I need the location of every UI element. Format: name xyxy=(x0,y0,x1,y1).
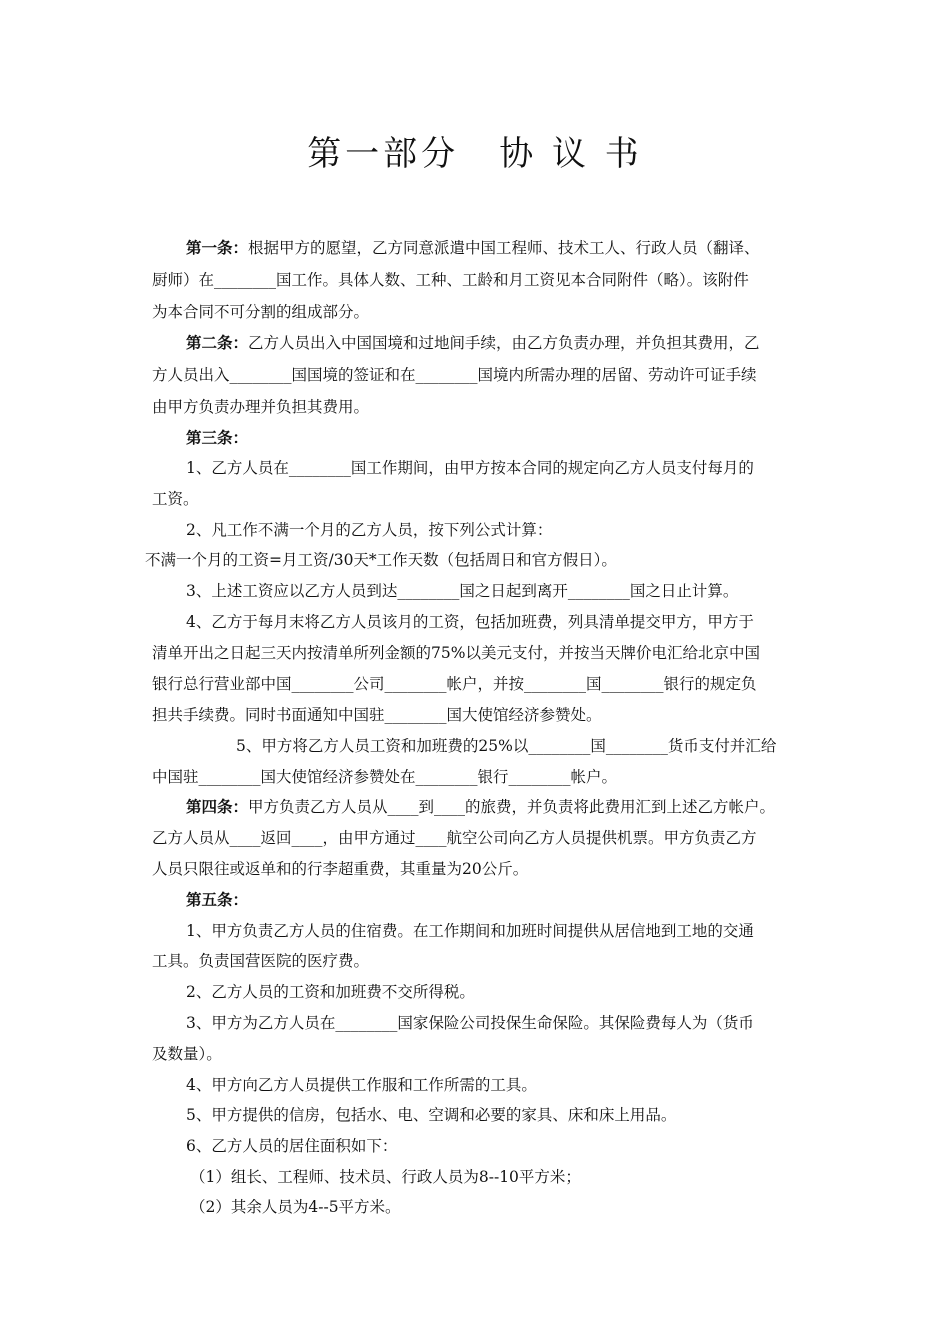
line-text: 不满一个月的工资=月工资/30天*工作天数（包括周日和官方假日）。 xyxy=(145,551,617,569)
line-text: （1）组长、工程师、技术员、行政人员为8--10平方米； xyxy=(190,1168,581,1186)
text-line xyxy=(152,1044,222,1064)
line-text: 厨师）在________国工作。具体人数、工种、工龄和月工资见本合同附件（略）。该附件 xyxy=(152,271,749,289)
line-text: （2）其余人员为4--5平方米。 xyxy=(190,1198,401,1216)
text-line xyxy=(152,859,528,879)
line-text: 5、甲方提供的信房，包括水、电、空调和必要的家具、床和床上用品。 xyxy=(186,1106,677,1124)
text-line xyxy=(152,951,369,971)
page-title xyxy=(0,126,950,175)
line-text: 方人员出入________国国境的签证和在________国境内所需办理的居留、劳动许可证手续 xyxy=(152,366,757,384)
text-line xyxy=(152,767,617,787)
text-line xyxy=(152,302,369,322)
text-line xyxy=(186,1136,397,1156)
text-line xyxy=(190,1197,401,1217)
text-line xyxy=(152,705,602,725)
line-text: 清单开出之日起三天内按清单所列金额的75%以美元支付，并按当天牌价电汇给北京中国 xyxy=(152,644,760,662)
line-text: 工具。负责国营医院的医疗费。 xyxy=(152,952,370,970)
text-line xyxy=(186,1105,676,1125)
line-text: 银行总行营业部中国________公司________帐户，并按________国________银行的规定负 xyxy=(152,675,757,693)
text-line xyxy=(186,890,248,910)
line-text: 3、上述工资应以乙方人员到达________国之日起到离开________国之日止计算。 xyxy=(186,582,739,600)
article-label: 第一条： xyxy=(186,239,249,257)
text-line xyxy=(186,520,552,540)
line-text: 3、甲方为乙方人员在________国家保险公司投保生命保险。其保险费每人为（货币 xyxy=(186,1014,754,1032)
line-text: 乙方人员出入中国国境和过地间手续，由乙方负责办理，并负担其费用，乙 xyxy=(248,334,760,352)
text-line xyxy=(186,1075,537,1095)
text-line xyxy=(186,797,775,817)
text-line xyxy=(186,1013,754,1033)
line-text: 工资。 xyxy=(152,490,199,508)
text-line xyxy=(190,1167,581,1187)
line-text: 1、甲方负责乙方人员的住宿费。在工作期间和加班时间提供从居信地到工地的交通 xyxy=(186,922,754,940)
text-line xyxy=(152,489,199,509)
line-text: 2、凡工作不满一个月的乙方人员，按下列公式计算： xyxy=(186,521,553,539)
text-line xyxy=(152,365,757,385)
article-label: 第三条： xyxy=(186,429,249,447)
text-line xyxy=(186,921,754,941)
line-text: 中国驻________国大使馆经济参赞处在________银行________帐户。 xyxy=(152,768,618,786)
text-line xyxy=(152,397,369,417)
line-text: 6、乙方人员的居住面积如下： xyxy=(186,1137,398,1155)
line-text: 为本合同不可分割的组成部分。 xyxy=(152,303,370,321)
line-text: 根据甲方的愿望，乙方同意派遣中国工程师、技术工人、行政人员（翻译、 xyxy=(248,239,760,257)
text-line xyxy=(152,674,757,694)
text-line xyxy=(186,333,760,353)
line-text: 甲方负责乙方人员从____到____的旅费，并负责将此费用汇到上述乙方帐户。 xyxy=(248,798,776,816)
title-text: 协 议 书 xyxy=(499,134,643,174)
text-line xyxy=(186,458,754,478)
text-line xyxy=(186,982,475,1002)
line-text: 2、乙方人员的工资和加班费不交所得税。 xyxy=(186,983,475,1001)
line-text: 人员只限往或返单和的行李超重费，其重量为20公斤。 xyxy=(152,860,529,878)
text-line xyxy=(152,270,749,290)
text-line xyxy=(236,736,776,756)
text-line xyxy=(186,238,760,258)
line-text: 4、乙方于每月末将乙方人员该月的工资，包括加班费，列具清单提交甲方，甲方于 xyxy=(186,613,754,631)
line-text: 乙方人员从____返回____，由甲方通过____航空公司向乙方人员提供机票。甲方负责乙方 xyxy=(152,829,757,847)
text-line xyxy=(145,550,617,570)
line-text: 5、甲方将乙方人员工资和加班费的25%以________国________货币支付并汇给 xyxy=(236,737,777,755)
title-part: 第一部分 xyxy=(307,134,460,174)
line-text: 担共手续费。同时书面通知中国驻________国大使馆经济参赞处。 xyxy=(152,706,602,724)
article-label: 第二条： xyxy=(186,334,249,352)
line-text: 由甲方负责办理并负担其费用。 xyxy=(152,398,370,416)
article-label: 第四条： xyxy=(186,798,249,816)
text-line xyxy=(186,581,738,601)
text-line xyxy=(152,643,760,663)
article-label: 第五条： xyxy=(186,891,249,909)
line-text: 1、乙方人员在________国工作期间，由甲方按本合同的规定向乙方人员支付每月的 xyxy=(186,459,754,477)
text-line xyxy=(186,428,248,448)
text-line xyxy=(186,612,754,632)
text-line xyxy=(152,828,757,848)
line-text: 及数量）。 xyxy=(152,1045,222,1063)
line-text: 4、甲方向乙方人员提供工作服和工作所需的工具。 xyxy=(186,1076,537,1094)
